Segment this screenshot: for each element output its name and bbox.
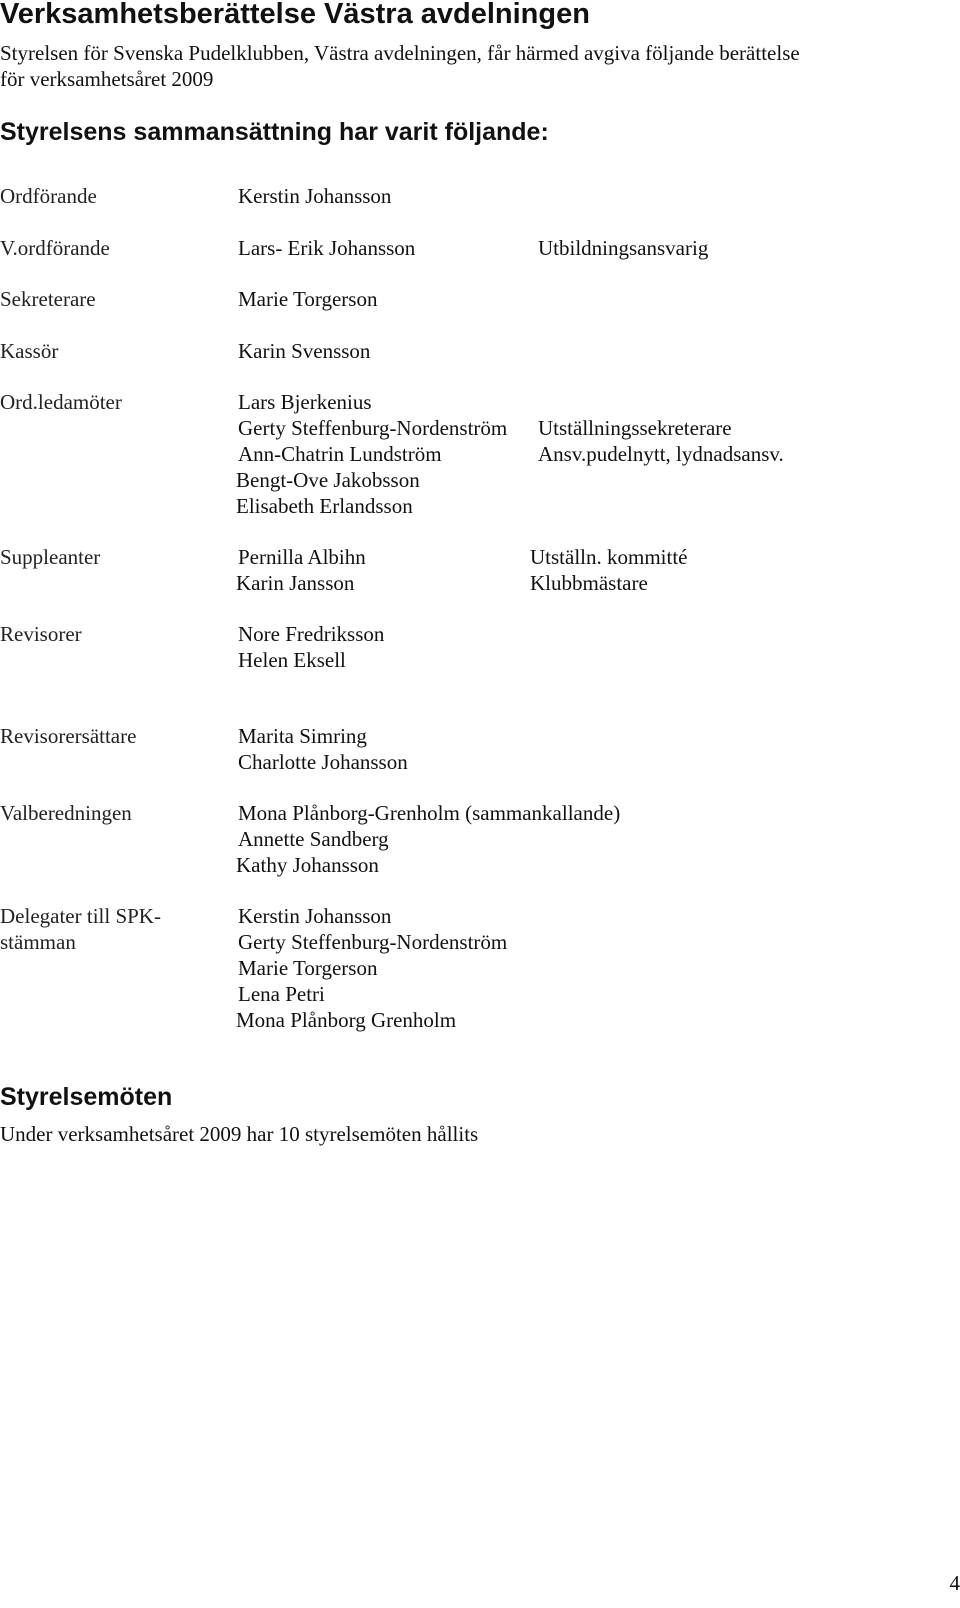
role-delegater-line-1: Delegater till SPK- [0, 904, 161, 928]
name-delegat: Mona Plånborg Grenholm [236, 1008, 457, 1032]
name-ledamot: Lars Bjerkenius [238, 390, 372, 414]
intro-line-2: för verksamhetsåret 2009 [0, 67, 214, 91]
name-valberedning: Annette Sandberg [238, 827, 389, 851]
role-revisorersattare: Revisorersättare [0, 724, 137, 748]
board-heading: Styrelsens sammansättning har varit följande: [0, 118, 549, 146]
role-ordforande: Ordförande [0, 184, 97, 208]
extra-ledamot: Utställningssekreterare [538, 416, 732, 440]
name-sekreterare: Marie Torgerson [238, 287, 378, 311]
name-suppleant: Pernilla Albihn [238, 545, 366, 569]
page-number: 4 [949, 1571, 960, 1595]
role-sekreterare: Sekreterare [0, 287, 96, 311]
name-revisor: Nore Fredriksson [238, 622, 385, 646]
document-title: Verksamhetsberättelse Västra avdelningen [0, 0, 590, 30]
role-revisorer: Revisorer [0, 622, 82, 646]
name-revisorersattare: Marita Simring [238, 724, 367, 748]
name-revisorersattare: Charlotte Johansson [238, 750, 408, 774]
name-delegat: Kerstin Johansson [238, 904, 392, 928]
name-vordforande: Lars- Erik Johansson [238, 236, 416, 260]
name-ledamot: Ann-Chatrin Lundström [238, 442, 442, 466]
role-delegater-line-2: stämman [0, 930, 76, 954]
name-delegat: Marie Torgerson [238, 956, 378, 980]
role-ledamoter: Ord.ledamöter [0, 390, 122, 414]
intro-line-1: Styrelsen för Svenska Pudelklubben, Västra avdelningen, får härmed avgiva följande berättelse [0, 41, 800, 65]
name-ledamot: Gerty Steffenburg-Nordenström [238, 416, 508, 440]
name-ledamot: Elisabeth Erlandsson [236, 494, 413, 518]
name-delegat: Lena Petri [238, 982, 325, 1006]
extra-suppleant: Utställn. kommitté [530, 545, 688, 569]
name-ledamot: Bengt-Ove Jakobsson [236, 468, 420, 492]
name-kassor: Karin Svensson [238, 339, 371, 363]
name-valberedning: Mona Plånborg-Grenholm (sammankallande) [238, 801, 621, 825]
extra-ledamot: Ansv.pudelnytt, lydnadsansv. [538, 442, 784, 466]
role-vordforande: V.ordförande [0, 236, 110, 260]
name-valberedning: Kathy Johansson [236, 853, 379, 877]
extra-suppleant: Klubbmästare [530, 571, 648, 595]
name-suppleant: Karin Jansson [236, 571, 355, 595]
meetings-heading: Styrelsemöten [0, 1083, 173, 1111]
name-ordforande: Kerstin Johansson [238, 184, 392, 208]
extra-vordforande: Utbildningsansvarig [538, 236, 709, 260]
role-suppleanter: Suppleanter [0, 545, 101, 569]
role-kassor: Kassör [0, 339, 59, 363]
name-revisor: Helen Eksell [238, 648, 346, 672]
name-delegat: Gerty Steffenburg-Nordenström [238, 930, 508, 954]
role-valberedningen: Valberedningen [0, 801, 132, 825]
meetings-text: Under verksamhetsåret 2009 har 10 styrelsemöten hållits [0, 1122, 479, 1146]
